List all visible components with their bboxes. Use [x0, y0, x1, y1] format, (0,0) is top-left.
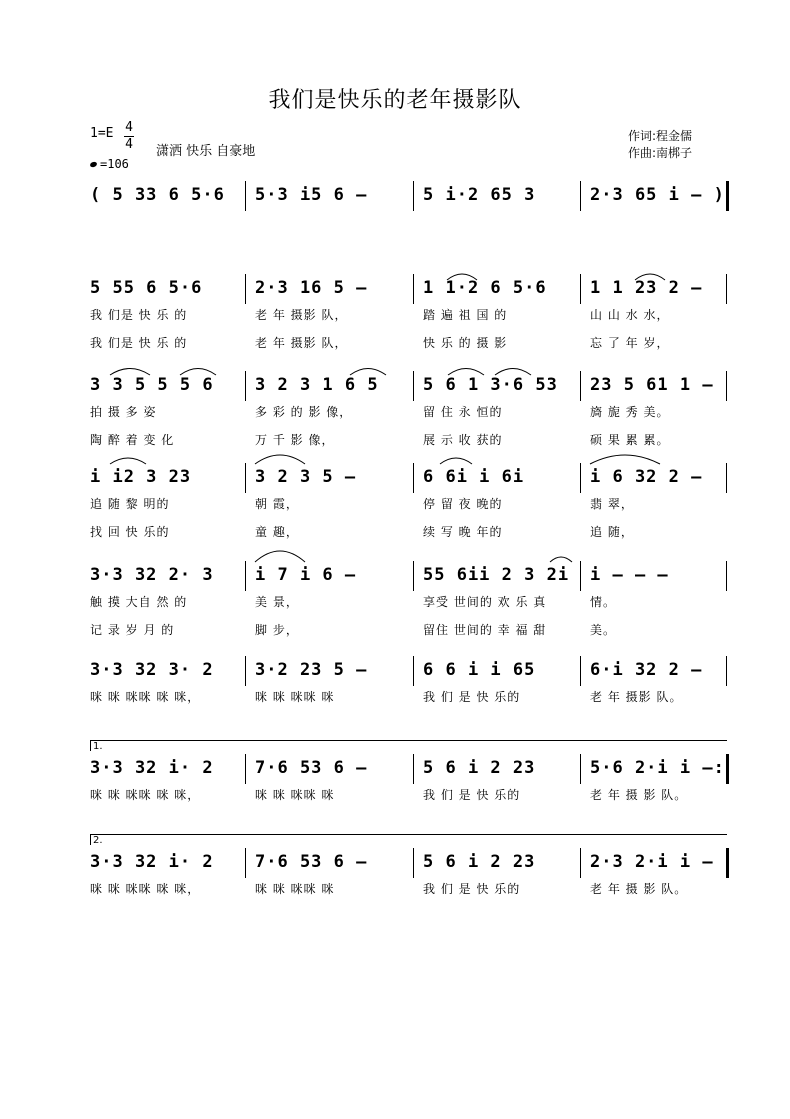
measure-notes: 2·3 65 i – ) [590, 185, 725, 205]
lyricist-credit: 作词:程金儒 [628, 129, 693, 143]
lyric-verse-1: 美 景， [255, 595, 299, 609]
lyric-verse-2: 记 录 岁 月 的 [90, 623, 175, 637]
key-signature: 1=E [90, 126, 114, 141]
measure-notes: 3·3 32 2· 3 [90, 565, 214, 585]
measure-notes: 5·3 i5 6 – [255, 185, 368, 205]
tempo-value: =106 [100, 157, 129, 171]
lyric-verse-1: 咪 咪 咪咪 咪 咪， [90, 788, 201, 802]
measure-notes: 3 2 3 5 – [255, 467, 357, 487]
lyric-verse-2: 展 示 收 获的 [423, 433, 503, 447]
lyric-verse-2: 童 趣， [255, 525, 299, 539]
measure-notes: 3·2 23 5 – [255, 660, 368, 680]
lyric-verse-2: 硕 果 累 累。 [590, 433, 670, 447]
slur-mark [110, 369, 150, 376]
slur-mark [180, 369, 216, 376]
measure-notes: 5 6 i 2 23 [423, 758, 536, 778]
lyric-verse-1: 咪 咪 咪咪 咪 [255, 690, 335, 704]
measure-notes: 3 3 5 5 5 6 [90, 375, 214, 395]
measure-notes: i 7 i 6 – [255, 565, 357, 585]
lyric-verse-2: 续 写 晚 年的 [423, 525, 503, 539]
lyric-verse-1: 旖 旎 秀 美。 [590, 405, 670, 419]
lyric-verse-2: 忘 了 年 岁， [590, 336, 670, 350]
measure-notes: 3·3 32 i· 2 [90, 852, 214, 872]
time-signature-top: 4 [125, 120, 133, 135]
lyric-verse-2: 美。 [590, 623, 617, 637]
lyric-verse-1: 享受 世间的 欢 乐 真 [423, 595, 547, 609]
volta-label: 2. [93, 835, 103, 846]
lyric-verse-1: 停 留 夜 晚的 [423, 497, 503, 511]
lyric-verse-1: 山 山 水 水， [590, 308, 670, 322]
measure-notes: 23 5 61 1 – [590, 375, 714, 395]
slur-mark [440, 458, 472, 464]
lyric-verse-1: 踏 遍 祖 国 的 [423, 308, 508, 322]
lyric-verse-1: 翡 翠， [590, 497, 634, 511]
measure-notes: 6 6i i 6i [423, 467, 525, 487]
lyric-verse-1: 我 们 是 快 乐的 [423, 882, 521, 896]
lyric-verse-2: 留住 世间的 幸 福 甜 [423, 623, 547, 637]
measure-notes: i 6 32 2 – [590, 467, 703, 487]
lyric-verse-1: 咪 咪 咪咪 咪 咪， [90, 690, 201, 704]
measure-notes: 3·3 32 i· 2 [90, 758, 214, 778]
measure-notes: 3 2 3 1 6 5 [255, 375, 379, 395]
measure-notes: 5·6 2·i i –: [590, 758, 725, 778]
measure-notes: 5 6 1 3·6 53 [423, 375, 558, 395]
lyric-verse-1: 多 彩 的 影 像， [255, 405, 353, 419]
measure-notes: 7·6 53 6 – [255, 852, 368, 872]
lyric-verse-1: 触 摸 大自 然 的 [90, 595, 188, 609]
song-title: 我们是快乐的老年摄影队 [268, 88, 522, 113]
slur-mark [635, 274, 665, 280]
measure-notes: 2·3 2·i i – [590, 852, 714, 872]
slur-mark [448, 369, 484, 376]
lyric-verse-1: 老 年 摄 影 队。 [590, 788, 688, 802]
slur-mark [255, 455, 305, 464]
lyric-verse-1: 咪 咪 咪咪 咪 咪， [90, 882, 201, 896]
lyric-verse-1: 咪 咪 咪咪 咪 [255, 882, 335, 896]
volta-label: 1. [93, 741, 103, 752]
composer-credit: 作曲:南梆子 [628, 146, 693, 160]
slur-mark [255, 551, 305, 562]
measure-notes: 7·6 53 6 – [255, 758, 368, 778]
lyric-verse-1: 我 们 是 快 乐的 [423, 690, 521, 704]
lyric-verse-1: 我 们是 快 乐 的 [90, 308, 188, 322]
measure-notes: 5 55 6 5·6 [90, 278, 203, 298]
lyric-verse-1: 我 们 是 快 乐的 [423, 788, 521, 802]
measure-notes: 2·3 16 5 – [255, 278, 368, 298]
time-signature-bottom: 4 [125, 137, 133, 152]
lyric-verse-1: 情。 [590, 595, 617, 609]
measure-notes: 55 6ii 2 3 2i [423, 565, 570, 585]
lyric-verse-2: 老 年 摄影 队， [255, 336, 348, 350]
lyric-verse-1: 朝 霞， [255, 497, 299, 511]
measure-notes: ( 5 33 6 5·6 [90, 185, 225, 205]
lyric-verse-2: 脚 步， [255, 623, 299, 637]
lyric-verse-2: 陶 醉 着 变 化 [90, 433, 175, 447]
lyric-verse-1: 追 随 黎 明的 [90, 497, 170, 511]
measure-notes: i i2 3 23 [90, 467, 192, 487]
lyric-verse-2: 万 千 影 像， [255, 433, 335, 447]
measure-notes: 6 6 i i 65 [423, 660, 536, 680]
slur-mark [350, 369, 386, 376]
lyric-verse-2: 快 乐 的 摄 影 [423, 336, 508, 350]
lyric-verse-2: 我 们是 快 乐 的 [90, 336, 188, 350]
measure-notes: 1 1 23 2 – [590, 278, 703, 298]
lyric-verse-1: 咪 咪 咪咪 咪 [255, 788, 335, 802]
slur-mark [110, 458, 146, 464]
lyric-verse-2: 找 回 快 乐的 [90, 525, 170, 539]
lyric-verse-2: 追 随， [590, 525, 634, 539]
slur-mark [447, 274, 477, 280]
lyric-verse-1: 拍 摄 多 姿 [90, 405, 157, 419]
lyric-verse-1: 留 住 永 恒的 [423, 405, 503, 419]
slur-mark [495, 369, 531, 376]
expression-mark: 潇洒 快乐 自豪地 [156, 144, 256, 159]
measure-notes: 5 i·2 65 3 [423, 185, 536, 205]
lyric-verse-1: 老 年 摄影 队， [255, 308, 348, 322]
lyric-verse-1: 老 年 摄影 队。 [590, 690, 683, 704]
measure-notes: 1 1·2 6 5·6 [423, 278, 547, 298]
lyric-verse-1: 老 年 摄 影 队。 [590, 882, 688, 896]
slur-mark [550, 557, 572, 562]
measure-notes: i – – – [590, 565, 669, 585]
slur-mark [590, 455, 660, 464]
measure-notes: 6·i 32 2 – [590, 660, 703, 680]
measure-notes: 5 6 i 2 23 [423, 852, 536, 872]
measure-notes: 3·3 32 3· 2 [90, 660, 214, 680]
